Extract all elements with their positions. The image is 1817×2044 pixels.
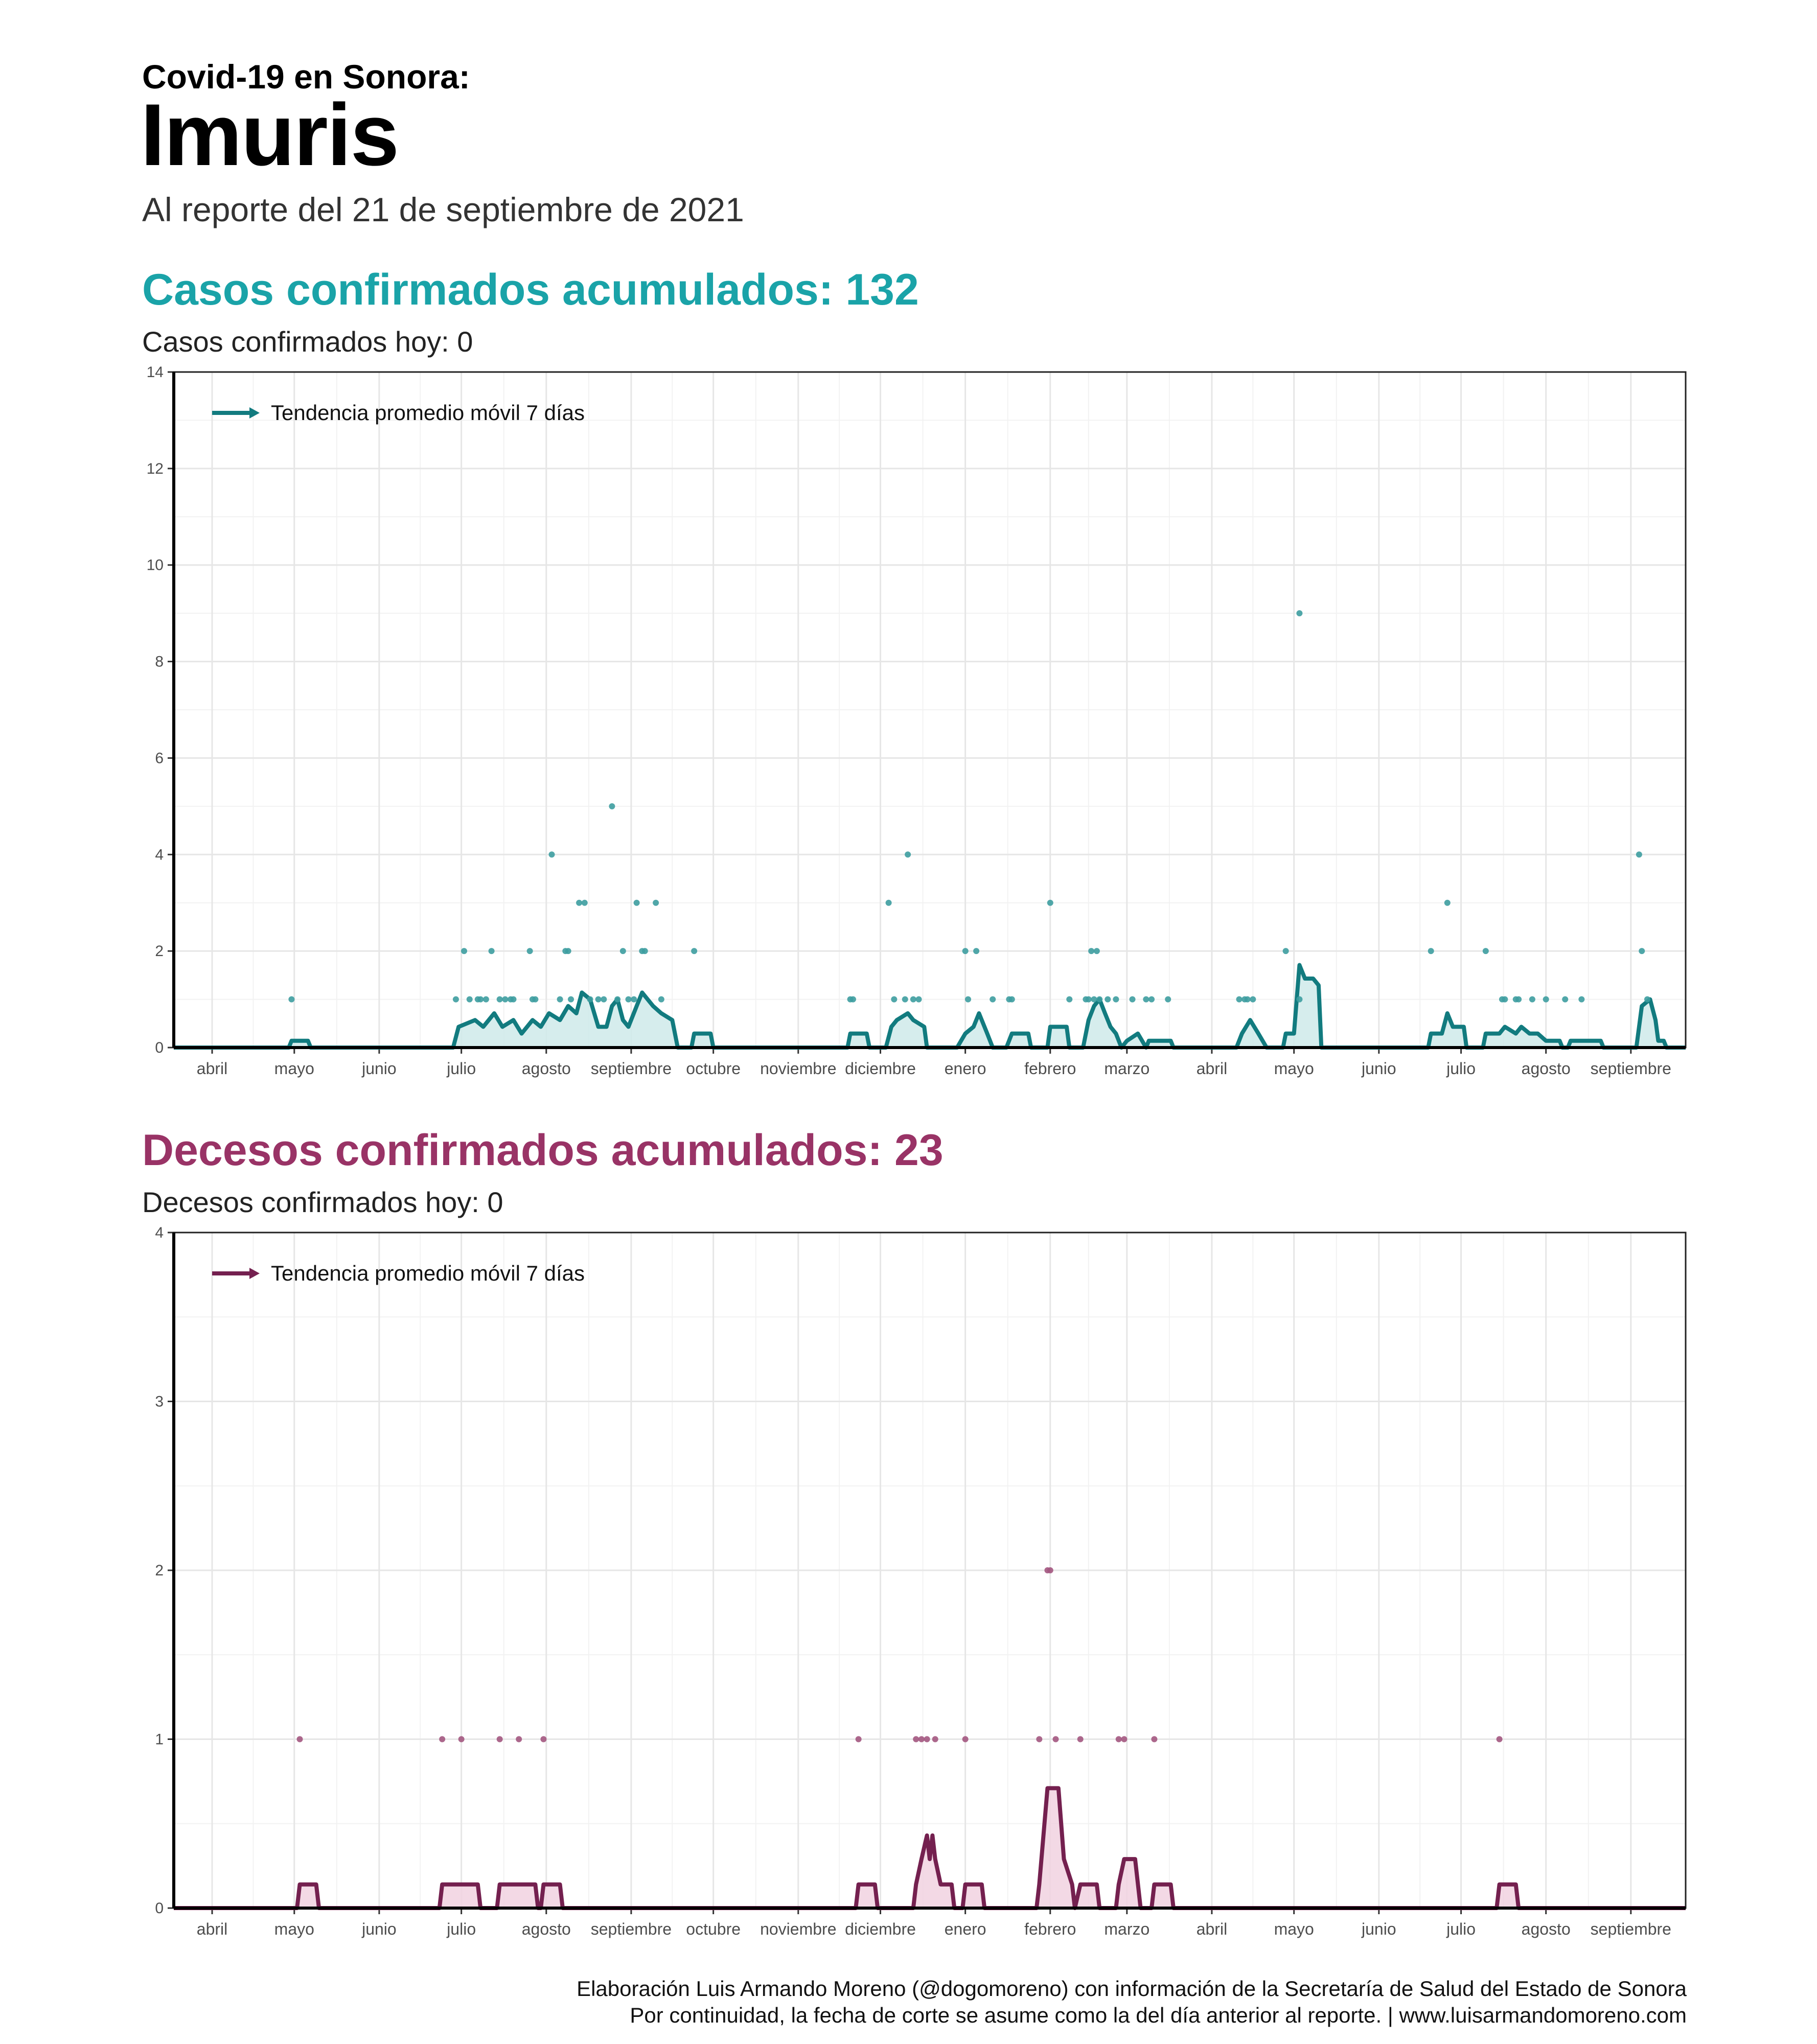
- cases-point: [1047, 900, 1053, 906]
- cases-point: [557, 996, 563, 1003]
- deaths-point: [297, 1736, 303, 1743]
- deaths-point: [516, 1736, 522, 1743]
- cases-point: [1515, 996, 1522, 1003]
- cases-point: [973, 948, 979, 954]
- cases-x-tick-label: septiembre: [590, 1059, 672, 1078]
- cases-y-tick-label: 6: [155, 750, 164, 767]
- cases-point: [1094, 948, 1100, 954]
- deaths-x-tick-label: julio: [447, 1920, 476, 1938]
- cases-heading: Casos confirmados acumulados: 132: [142, 265, 919, 314]
- cases-point: [1444, 900, 1451, 906]
- deaths-y-tick-label: 3: [155, 1393, 164, 1410]
- deaths-y-tick-label: 2: [155, 1562, 164, 1579]
- deaths-point: [458, 1736, 465, 1743]
- cases-y-tick-label: 14: [146, 364, 164, 381]
- deaths-x-tick-label: agosto: [1521, 1920, 1571, 1938]
- deaths-x-tick-label: abril: [1196, 1920, 1228, 1938]
- deaths-x-tick-label: septiembre: [1590, 1920, 1671, 1938]
- deaths-point: [1077, 1736, 1084, 1743]
- cases-point: [1105, 996, 1111, 1003]
- cases-point: [1096, 996, 1102, 1003]
- cases-point: [1245, 996, 1251, 1003]
- page-subtitle: Al reporte del 21 de septiembre de 2021: [142, 191, 744, 228]
- cases-point: [1483, 948, 1489, 954]
- cases-x-tick-label: abril: [196, 1059, 228, 1078]
- cases-point: [891, 996, 897, 1003]
- cases-point: [965, 996, 971, 1003]
- deaths-point: [924, 1736, 930, 1743]
- deaths-x-tick-label: febrero: [1024, 1920, 1076, 1938]
- deaths-x-tick-label: marzo: [1104, 1920, 1150, 1938]
- cases-point: [1148, 996, 1155, 1003]
- cases-point: [916, 996, 922, 1003]
- deaths-legend-arrow: [249, 1268, 260, 1279]
- deaths-point: [439, 1736, 445, 1743]
- cases-point: [962, 948, 969, 954]
- cases-subheading: Casos confirmados hoy: 0: [142, 326, 473, 358]
- cases-point: [1639, 948, 1645, 954]
- cases-point: [576, 900, 582, 906]
- deaths-legend-label: Tendencia promedio móvil 7 días: [271, 1261, 585, 1285]
- cases-point: [1578, 996, 1584, 1003]
- cases-point: [497, 996, 503, 1003]
- deaths-y-tick-label: 0: [155, 1900, 164, 1917]
- cases-point: [595, 996, 602, 1003]
- cases-point: [1529, 996, 1535, 1003]
- cases-x-tick-label: febrero: [1024, 1059, 1076, 1078]
- deaths-x-tick-label: abril: [196, 1920, 228, 1938]
- cases-point: [1562, 996, 1568, 1003]
- cases-y-tick-label: 4: [155, 846, 164, 864]
- cases-trend-area: [174, 965, 1686, 1048]
- deaths-x-tick-label: agosto: [521, 1920, 571, 1938]
- credit-line-2: Por continuidad, la fecha de corte se asume como la del día anterior al reporte. | www.luisarmandomoreno.com: [630, 2003, 1687, 2027]
- cases-point: [565, 948, 571, 954]
- cases-point: [1543, 996, 1549, 1003]
- cases-point: [631, 996, 637, 1003]
- cases-point: [626, 996, 632, 1003]
- cases-point: [905, 851, 911, 857]
- cases-x-tick-label: mayo: [274, 1059, 314, 1078]
- cases-point: [910, 996, 916, 1003]
- cases-point: [886, 900, 892, 906]
- cases-point: [461, 948, 467, 954]
- deaths-chart: [0, 1218, 1817, 1975]
- cases-point: [1143, 996, 1149, 1003]
- cases-x-tick-label: julio: [1446, 1059, 1476, 1078]
- cases-x-tick-label: junio: [362, 1059, 397, 1078]
- cases-point: [510, 996, 516, 1003]
- cases-point: [609, 803, 615, 809]
- cases-point: [1236, 996, 1243, 1003]
- cases-x-tick-label: mayo: [1274, 1059, 1314, 1078]
- cases-point: [850, 996, 856, 1003]
- cases-x-tick-label: agosto: [521, 1059, 571, 1078]
- cases-point: [1086, 996, 1092, 1003]
- deaths-point: [913, 1736, 919, 1743]
- deaths-heading: Decesos confirmados acumulados: 23: [142, 1126, 944, 1175]
- deaths-x-tick-label: mayo: [274, 1920, 314, 1938]
- deaths-point: [932, 1736, 938, 1743]
- cases-point: [658, 996, 664, 1003]
- cases-point: [582, 900, 588, 906]
- cases-x-tick-label: julio: [447, 1059, 476, 1078]
- cases-point: [1283, 948, 1289, 954]
- cases-x-tick-label: junio: [1362, 1059, 1396, 1078]
- cases-point: [1130, 996, 1136, 1003]
- cases-point: [467, 996, 473, 1003]
- cases-point: [1636, 851, 1642, 857]
- deaths-x-tick-label: julio: [1446, 1920, 1476, 1938]
- cases-x-tick-label: agosto: [1521, 1059, 1571, 1078]
- cases-x-tick-label: abril: [1196, 1059, 1228, 1078]
- cases-legend-label: Tendencia promedio móvil 7 días: [271, 401, 585, 425]
- cases-point: [527, 948, 533, 954]
- cases-point: [653, 900, 659, 906]
- cases-point: [587, 996, 593, 1003]
- cases-x-tick-label: enero: [944, 1059, 986, 1078]
- deaths-point: [856, 1736, 862, 1743]
- cases-point: [620, 948, 626, 954]
- cases-point: [1296, 996, 1302, 1003]
- cases-point: [1091, 996, 1097, 1003]
- cases-point: [1296, 610, 1302, 616]
- cases-x-tick-label: septiembre: [1590, 1059, 1671, 1078]
- deaths-point: [1121, 1736, 1127, 1743]
- cases-point: [453, 996, 459, 1003]
- cases-point: [1428, 948, 1434, 954]
- deaths-y-tick-label: 1: [155, 1731, 164, 1748]
- cases-chart: [0, 358, 1817, 1114]
- deaths-point: [497, 1736, 503, 1743]
- cases-point: [1113, 996, 1119, 1003]
- cases-point: [532, 996, 538, 1003]
- deaths-x-tick-label: junio: [362, 1920, 397, 1938]
- deaths-x-tick-label: noviembre: [760, 1920, 837, 1938]
- deaths-point: [540, 1736, 546, 1743]
- cases-y-tick-label: 8: [155, 653, 164, 670]
- cases-y-tick-label: 0: [155, 1039, 164, 1056]
- cases-point: [1088, 948, 1094, 954]
- cases-point: [483, 996, 489, 1003]
- deaths-x-tick-label: junio: [1362, 1920, 1396, 1938]
- deaths-x-tick-label: mayo: [1274, 1920, 1314, 1938]
- deaths-point: [1151, 1736, 1157, 1743]
- cases-point: [477, 996, 484, 1003]
- cases-point: [1165, 996, 1171, 1003]
- deaths-point: [1036, 1736, 1042, 1743]
- cases-point: [568, 996, 574, 1003]
- cases-y-tick-label: 12: [146, 460, 164, 477]
- cases-y-tick-label: 2: [155, 943, 164, 960]
- deaths-x-tick-label: octubre: [686, 1920, 741, 1938]
- cases-point: [902, 996, 908, 1003]
- cases-point: [549, 851, 555, 857]
- deaths-x-tick-label: enero: [944, 1920, 986, 1938]
- cases-x-tick-label: marzo: [1104, 1059, 1150, 1078]
- cases-point: [691, 948, 697, 954]
- cases-point: [489, 948, 495, 954]
- credit-line-1: Elaboración Luis Armando Moreno (@dogomoreno) con información de la Secretaría de Salud del Estado de Sonora: [577, 1977, 1687, 2001]
- cases-x-tick-label: noviembre: [760, 1059, 837, 1078]
- cases-point: [601, 996, 607, 1003]
- deaths-subheading: Decesos confirmados hoy: 0: [142, 1186, 503, 1218]
- cases-point: [1066, 996, 1072, 1003]
- cases-point: [1009, 996, 1015, 1003]
- cases-point: [1644, 996, 1650, 1003]
- cases-point: [1502, 996, 1508, 1003]
- deaths-point: [918, 1736, 925, 1743]
- deaths-y-tick-label: 4: [155, 1224, 164, 1241]
- deaths-point: [1497, 1736, 1503, 1743]
- deaths-x-tick-label: septiembre: [590, 1920, 672, 1938]
- cases-x-tick-label: octubre: [686, 1059, 741, 1078]
- cases-point: [634, 900, 640, 906]
- cases-point: [1250, 996, 1256, 1003]
- cases-point: [990, 996, 996, 1003]
- cases-point: [642, 948, 648, 954]
- cases-point: [288, 996, 294, 1003]
- cases-x-tick-label: diciembre: [845, 1059, 916, 1078]
- cases-point: [614, 996, 620, 1003]
- page-kicker: Covid-19 en Sonora:: [142, 58, 470, 96]
- page-title: Imuris: [141, 86, 399, 184]
- deaths-point: [1116, 1736, 1122, 1743]
- deaths-x-tick-label: diciembre: [845, 1920, 916, 1938]
- cases-legend-arrow: [249, 407, 260, 419]
- deaths-point: [1053, 1736, 1059, 1743]
- cases-point: [502, 996, 508, 1003]
- deaths-point: [962, 1736, 969, 1743]
- cases-y-tick-label: 10: [146, 556, 164, 574]
- deaths-point: [1047, 1567, 1053, 1573]
